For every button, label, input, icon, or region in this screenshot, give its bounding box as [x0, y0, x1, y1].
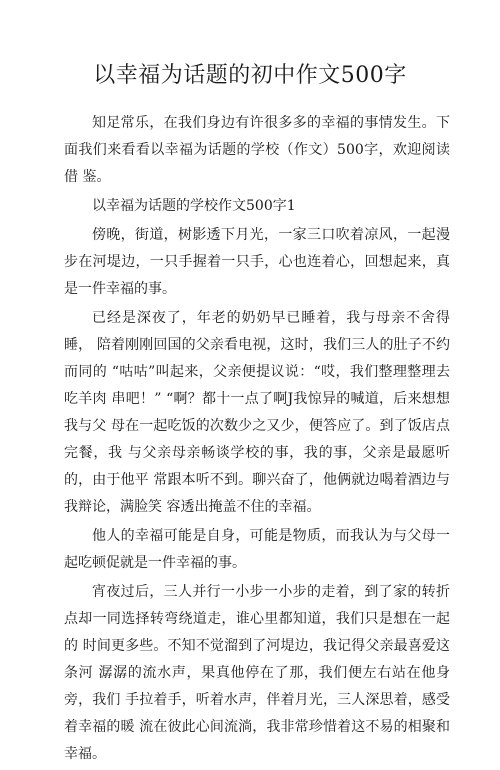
intro-paragraph: 知足常乐，在我们身边有许很多多的幸福的事情发生。下 面我们来看看以幸福为话题的学校（作文）500字，欢迎阅读借 鉴。 — [64, 115, 450, 185]
body-paragraph-2: 已经是深夜了，年老的奶奶早已睡着，我与母亲不舍得睡， 陪着刚刚回国的父亲看电视，这时，我们三人的肚子不约而同的 “咕咕”叫起来，父亲便提议说：“哎，我们整理整理去吃羊肉 串吧！” “啊？都十一点了啊J我惊异的喊道，后来想想我与父 母在一起吃饭的次数少之又少，便答应了。到了饭店点完餐，我 与父亲母亲畅谈学校的事，我的事，父亲是最愿听的，由于他平 常跟本听不到。聊兴奋了，他俩就边喝着酒边与我辩论，满脸笑 容透出掩盖不住的幸福。 — [64, 310, 450, 515]
body-paragraph-4: 宵夜过后，三人并行一小步一小步的走着，到了家的转折 点却一同选择转弯绕道走，谁心里都知道，我们只是想在一起的 时间更多些。不知不觉溜到了河堤边，我记得父亲最喜爱这条河 潺潺的流水声，果真他停在了那，我们便左右站在他身旁，我们 手拉着手，听着水声，伴着月光，三人深思着，感受着幸福的暖 流在彼此心间流淌，我非常珍惜着这不易的相聚和幸福。 — [64, 584, 450, 762]
body-paragraph-1: 傍晚，街道，树影透下月光，一家三口吹着凉风，一起漫 步在河堤边，一只手握着一只手，心也连着心，回想起来，真是一件幸福的事。 — [64, 227, 450, 297]
body-paragraph-3: 他人的幸福可能是自身，可能是物质，而我认为与父母一 起吃顿促就是一件幸福的事。 — [64, 528, 450, 571]
document-title: 以幸福为话题的初中作文500字 — [93, 63, 407, 88]
essay-subheading: 以幸福为话题的学校作文500字1 — [92, 198, 296, 214]
document-body — [64, 110, 450, 770]
